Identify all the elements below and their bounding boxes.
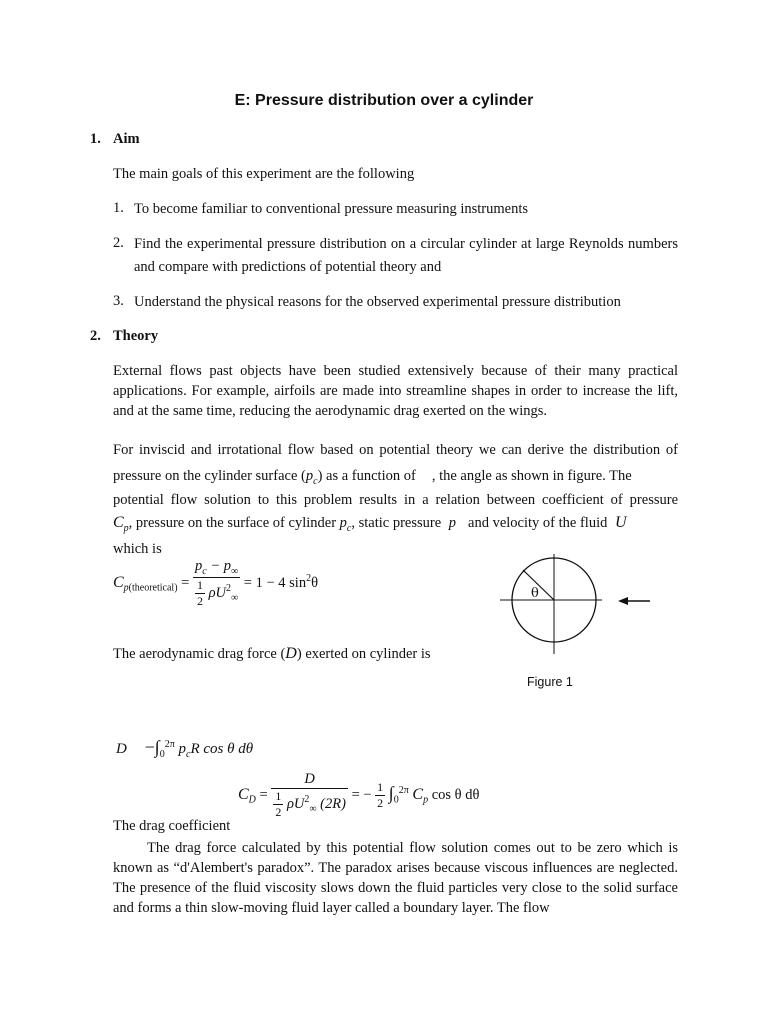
eq1-den-inf: ∞ <box>231 592 239 604</box>
eq3-p-sub: p <box>423 794 429 806</box>
theory-p2-line4 <box>113 512 678 540</box>
figure-theta-label: θ <box>531 586 539 601</box>
eq3-fraction <box>271 771 348 820</box>
goal-1-text: To become familiar to conventional pressure measuring instruments <box>134 201 528 217</box>
symbol-Cp-sub: p <box>123 522 129 534</box>
line2-text-b: ) as a function of <box>317 468 416 484</box>
symbol-U: U <box>614 514 627 531</box>
figure-cylinder <box>500 548 660 658</box>
goal-1-number: 1. <box>113 200 124 216</box>
eq1-num-inf: ∞ <box>231 565 239 577</box>
symbol-Cp: C <box>113 514 124 531</box>
section-theory-number: 2. <box>90 328 101 344</box>
eq1-den-rhoU: ρU <box>208 584 227 601</box>
eq1-den-sq: 2 <box>226 582 232 594</box>
symbol-pc-sub: c <box>346 522 352 534</box>
eq3-den-half-top: 1 <box>275 789 282 803</box>
goal-2-text: Find the experimental pressure distribution on a circular cylinder at large Reynolds numbers and compare with predictions of potential theory and <box>134 236 678 275</box>
symbol-c-sub: c <box>313 475 318 487</box>
line4-text-c: and velocity of the fluid <box>468 515 608 531</box>
eq3-tail: cos θ dθ <box>431 786 480 803</box>
symbol-p: p <box>305 468 314 484</box>
eq3-den-inf: ∞ <box>309 803 317 815</box>
eq1-half-bot: 2 <box>196 593 203 608</box>
drag-line-D: D <box>285 645 297 662</box>
line2-text-a: pressure on the cylinder surface ( <box>113 468 306 484</box>
eq2-p: p <box>178 741 186 757</box>
line4-text-a: , pressure on the surface of cylinder <box>128 515 337 531</box>
theory-p2-line5: which is <box>113 541 162 557</box>
section-aim-heading: Aim <box>113 131 140 147</box>
line2-text-c: , the angle as shown in figure. The <box>431 468 632 484</box>
symbol-p-static: p <box>448 515 457 531</box>
theory-p2-line1: For inviscid and irrotational flow based on potential theory we can derive the distribution of <box>113 442 678 458</box>
eq3-den-sq: 2 <box>304 794 310 805</box>
theory-paragraph-1: External flows past objects have been studied extensively because of their many practical applications. For example, airfoils are made into streamline shapes in order to increase the lift, and at the same time, reducing the aerodynamic drag exerted on the wings. <box>113 363 678 419</box>
eq3-half-bot: 2 <box>377 796 384 810</box>
eq2-D: D <box>116 741 127 757</box>
eq1-rhs-sq: 2 <box>306 572 312 584</box>
eq3-half-top: 1 <box>377 780 384 794</box>
figure-arrowhead-icon <box>618 597 628 605</box>
eq2-upper: 2π <box>164 739 175 750</box>
eq3-lower: 0 <box>393 794 399 806</box>
goal-3-text: Understand the physical reasons for the observed experimental pressure distribution <box>134 294 621 310</box>
eq1-num-tail: − p <box>206 558 231 574</box>
page-title: E: Pressure distribution over a cylinder <box>234 92 534 109</box>
eq3-den-rhoU: ρU <box>286 795 305 812</box>
theory-p2-line2 <box>113 466 678 492</box>
equation-cp-theoretical: $C_{p(theoretical)}$ = $p_c - p_\infty$ $\frac{1}{2}$ $\rho U^2_\infty$ = 1 − 4 $\sin^2\theta$ <box>113 558 319 608</box>
eq1-rhs: = 1 − 4 sin <box>243 574 307 591</box>
eq1-half-top: 1 <box>196 577 203 592</box>
eq1-num-p: p <box>195 558 203 574</box>
figure-caption: Figure 1 <box>527 675 573 689</box>
eq3-num: D <box>271 771 348 789</box>
section-aim-number: 1. <box>90 131 101 147</box>
eq1-rhs-theta: θ <box>311 574 319 591</box>
equation-drag-integral <box>116 737 253 760</box>
symbol-pc: p <box>339 515 347 531</box>
drag-coefficient-label: The drag coefficient <box>113 818 231 834</box>
eq1-p-sub: p <box>123 582 129 594</box>
line4-text-b: , static pressure <box>351 515 442 531</box>
eq1-fraction <box>193 558 240 609</box>
goal-2-number: 2. <box>113 235 124 251</box>
eq3-C: C <box>238 785 249 803</box>
eq3-Cp: C <box>412 785 424 803</box>
eq2-lower: 0 <box>159 749 165 760</box>
eq1-C: C <box>113 573 124 591</box>
section-theory-heading: Theory <box>113 328 159 344</box>
theory-p2-line3: potential flow solution to this problem results in a relation between coefficient of pressure <box>113 492 678 508</box>
eq2-integral: −∫ <box>144 737 160 757</box>
drag-line-b: ) exerted on cylinder is <box>296 646 431 662</box>
eq3-mid: = − <box>351 786 372 803</box>
aim-intro: The main goals of this experiment are the following <box>113 166 415 182</box>
equation-drag-coefficient: $C_D$ = D $\frac{1}{2}$ $\rho U^2_\infty$ (2R) = − $\frac{1}{2}$ $\int_0^{2\pi}$ $C_p$ cos θ dθ <box>238 771 480 819</box>
eq3-D-sub: D <box>248 794 256 806</box>
eq3-equals: = <box>259 786 268 803</box>
eq1-theoretical-sub: (theoretical) <box>128 582 178 594</box>
eq2-integrand: R cos θ dθ <box>190 741 254 757</box>
eq3-den-half-bot: 2 <box>275 805 282 819</box>
eq3-den-2R: (2R) <box>320 795 346 812</box>
goal-3-number: 3. <box>113 293 124 309</box>
eq1-num-c: c <box>202 565 207 577</box>
eq2-c: c <box>186 749 191 760</box>
drag-force-line <box>113 644 678 664</box>
eq3-upper: 2π <box>398 785 409 796</box>
dalembert-paragraph: The drag force calculated by this potential flow solution comes out to be zero which is known as “d'Alembert's paradox”. The paradox arises because viscous influences are neglected. The presence of the fluid viscosity slows down the fluid particles very close to the solid surface and forms a thin slow-moving fluid layer called a boundary layer. The flow <box>113 840 678 916</box>
drag-line-a: The aerodynamic drag force ( <box>113 646 286 662</box>
